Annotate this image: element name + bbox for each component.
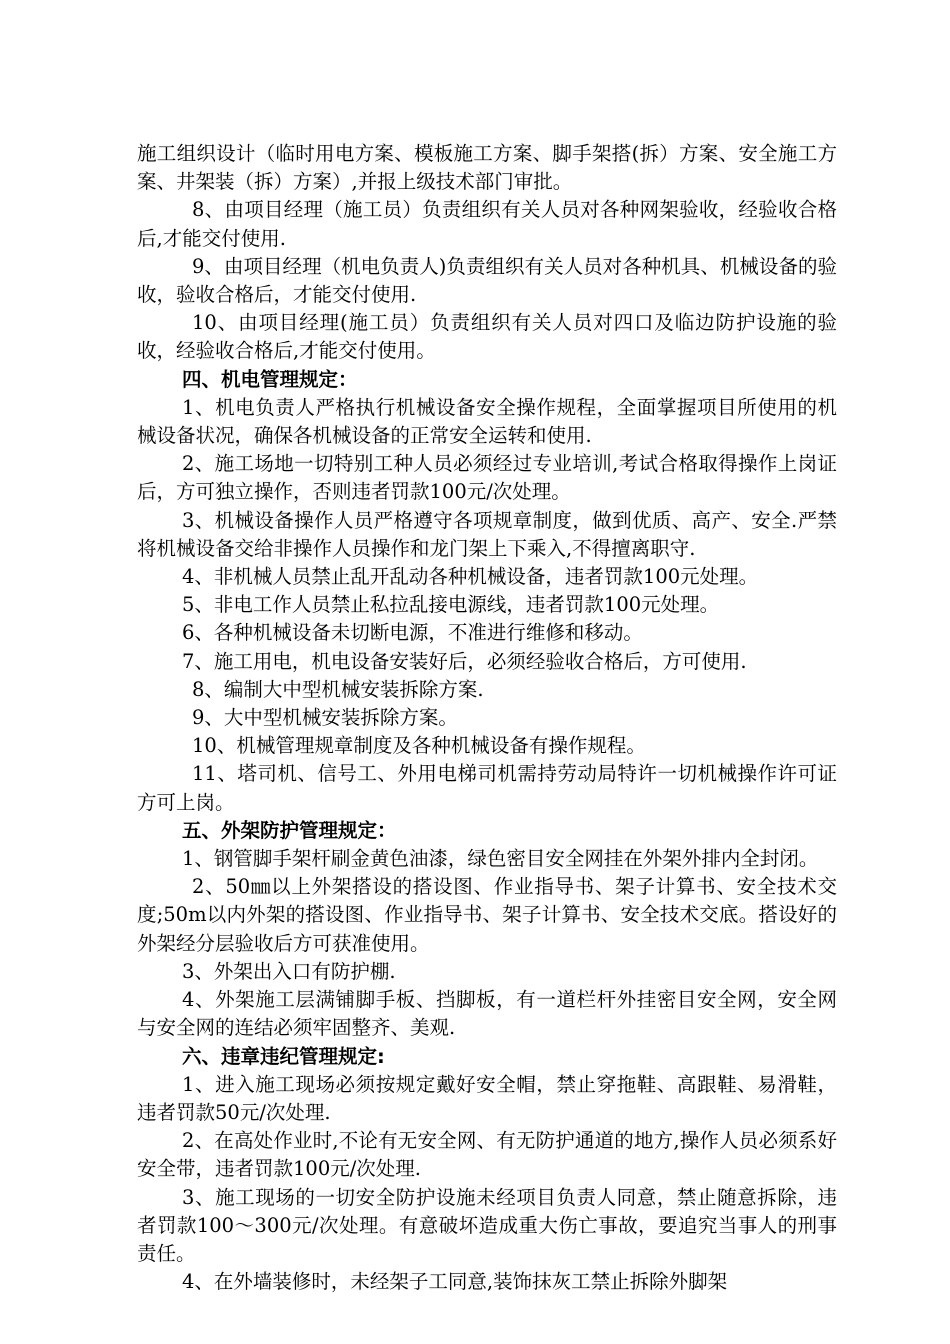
paragraph: 4、非机械人员禁止乱开乱动各种机械设备，违者罚款100元处理。 [182, 565, 759, 589]
paragraph: 10、机械管理规章制度及各种机械设备有操作规程。 [192, 734, 646, 758]
section-heading: 六、违章违纪管理规定: [182, 1044, 385, 1068]
paragraph: 2、施工场地一切特别工种人员必须经过专业培训,考试合格取得操作上岗证后，方可独立操作，否则违者罚款100元/次处理。 [137, 452, 837, 504]
paragraph: 4、外架施工层满铺脚手板、挡脚板，有一道栏杆外挂密目安全网，安全网与安全网的连结必须牢固整齐、美观. [137, 988, 837, 1040]
paragraph: 2、50㎜以上外架搭设的搭设图、作业指导书、架子计算书、安全技术交度;50m以内外架的搭设图、作业指导书、架子计算书、安全技术交底。搭设好的外架经分层验收后方可获准使用。 [137, 875, 837, 955]
section-heading: 五、外架防护管理规定： [182, 818, 397, 842]
paragraph: 3、机械设备操作人员严格遵守各项规章制度，做到优质、高产、安全.严禁将机械设备交给非操作人员操作和龙门架上下乘入,不得擅离职守. [137, 508, 837, 560]
paragraph: 8、由项目经理（施工员）负责组织有关人员对各种网架验收，经验收合格后,才能交付使用. [137, 198, 837, 250]
paragraph: 10、由项目经理(施工员）负责组织有关人员对四口及临边防护设施的验收，经验收合格后,才能交付使用。 [137, 311, 837, 363]
document-body [137, 140, 837, 1296]
section-heading: 四、机电管理规定： [182, 367, 358, 391]
paragraph: 7、施工用电，机电设备安装好后，必须经验收合格后，方可使用. [182, 649, 747, 673]
paragraph: 11、塔司机、信号工、外用电梯司机需持劳动局特许一切机械操作许可证方可上岗。 [137, 762, 837, 814]
paragraph: 9、由项目经理（机电负责人)负责组织有关人员对各种机具、机械设备的验收，验收合格后，才能交付使用. [137, 254, 837, 307]
paragraph: 1、机电负责人严格执行机械设备安全操作规程，全面掌握项目所使用的机械设备状况，确保各机械设备的正常安全运转和使用. [137, 395, 837, 448]
paragraph: 3、施工现场的一切安全防护设施未经项目负责人同意，禁止随意拆除，违者罚款100～300元/次处理。有意破坏造成重大伤亡事故，要追究当事人的刑事责任。 [137, 1185, 837, 1265]
paragraph: 5、非电工作人员禁止私拉乱接电源线，违者罚款100元处理。 [182, 593, 720, 617]
paragraph: 施工组织设计（临时用电方案、模板施工方案、脚手架搭(拆）方案、安全施工方案、井架装（拆）方案）,并报上级技术部门审批。 [137, 142, 837, 194]
paragraph: 3、外架出入口有防护棚. [182, 959, 396, 983]
paragraph: 1、进入施工现场必须按规定戴好安全帽，禁止穿拖鞋、高跟鞋、易滑鞋，违者罚款50元/次处理. [137, 1072, 837, 1124]
paragraph: 2、在高处作业时,不论有无安全网、有无防护通道的地方,操作人员必须系好安全带，违者罚款100元/次处理. [137, 1129, 837, 1181]
paragraph: 1、钢管脚手架杆刷金黄色油漆，绿色密目安全网挂在外架外排内全封闭。 [182, 847, 819, 871]
paragraph: 4、在外墙装修时，未经架子工同意,装饰抹灰工禁止拆除外脚架 [182, 1270, 728, 1294]
paragraph: 9、大中型机械安装拆除方案。 [192, 706, 458, 730]
paragraph: 8、编制大中型机械安装拆除方案. [192, 677, 484, 701]
paragraph: 6、各种机械设备未切断电源，不准进行维修和移动。 [182, 621, 643, 645]
